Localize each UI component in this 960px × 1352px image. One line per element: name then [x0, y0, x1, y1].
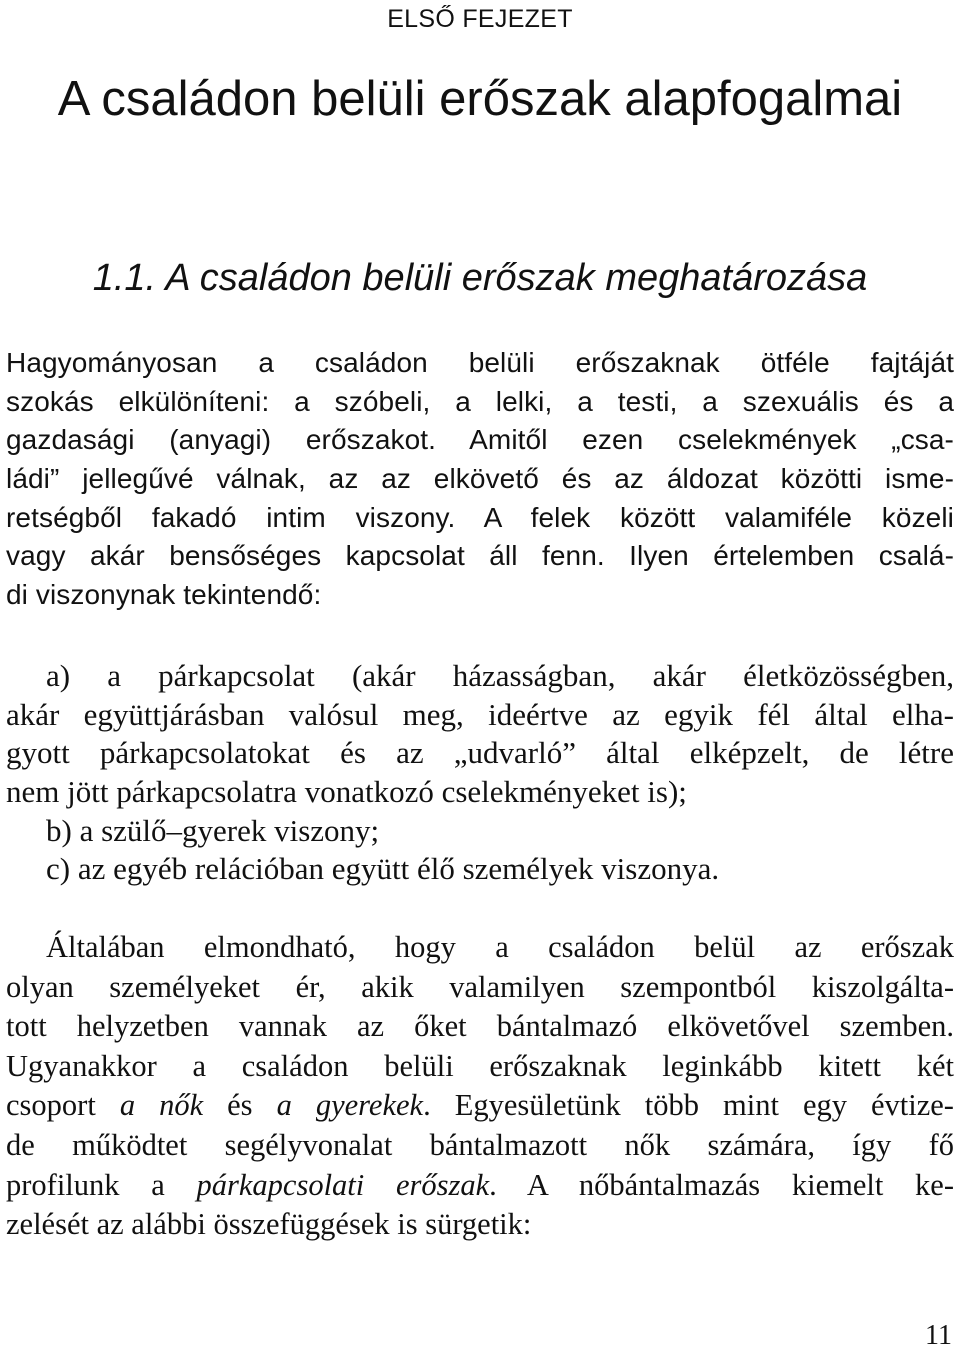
emphasis-women: a nők: [119, 1088, 204, 1123]
paragraph-line: di viszonynak tekintendő:: [6, 579, 322, 611]
paragraph-line: szokás elkülöníteni: a szóbeli, a lelki, a testi, a szexuális és a: [6, 385, 954, 417]
paragraph-line: Hagyományosan a családon belüli erőszaknak ötféle fajtáját: [6, 347, 954, 378]
list-item-a-line: nem jött párkapcsolatra vonatkozó cselekményeket is);: [6, 774, 687, 810]
paragraph-line: olyan személyeket ér, akik valamilyen szempontból kiszolgálta-: [6, 969, 954, 1004]
paragraph-line: gazdasági (anyagi) erőszakot. Amitől ezen cselekmények „csa-: [6, 424, 954, 456]
paragraph-line: ládi” jellegűvé válnak, az az elkövető és az áldozat közötti isme-: [6, 463, 954, 495]
text-run: . A nőbántalmazás kiemelt ke-: [489, 1167, 954, 1202]
chapter-label: ELSŐ FEJEZET: [387, 5, 573, 33]
text-run: csoport: [6, 1088, 120, 1123]
list-item-a-line: a) a párkapcsolat (akár házasságban, akár életközösségben,: [46, 658, 954, 693]
paragraph-line: Általában elmondható, hogy a családon belül az erőszak: [46, 930, 954, 964]
text-run: és: [203, 1088, 277, 1123]
list-item-a-line: akár együttjárásban valósul meg, ideértve az egyik fél által elha-: [6, 696, 954, 732]
emphasis-partner-violence: párkapcsolati erőszak: [196, 1167, 490, 1202]
paragraph-line: de működtet segélyvonalat bántalmazott nők számára, így fő: [6, 1127, 954, 1162]
list-item-c: c) az egyéb relációban együtt élő személyek viszonya.: [46, 851, 720, 887]
relationship-list: [6, 657, 954, 889]
section-title: 1.1. A családon belüli erőszak meghatározása: [92, 257, 868, 299]
paragraph-line: Ugyanakkor a családon belüli erőszaknak leginkább kitett két: [6, 1048, 954, 1083]
emphasis-children: a gyerekek: [276, 1088, 424, 1123]
paragraph-line: tott helyzetben vannak az őket bántalmazó elkövetővel szemben.: [6, 1009, 954, 1044]
intro-paragraph: [6, 344, 954, 615]
paragraph-line: zelését az alábbi összefüggések is sürgetik:: [6, 1207, 532, 1242]
paragraph-line: vagy akár bensőséges kapcsolat áll fenn. Ilyen értelemben csalá-: [6, 540, 954, 572]
chapter-title: A családon belüli erőszak alapfogalmai: [57, 72, 903, 126]
paragraph-line-emphasis: [6, 1086, 954, 1126]
paragraph-line: retségből fakadó intim viszony. A felek között valamiféle közeli: [6, 501, 954, 533]
list-item-b: b) a szülő–gyerek viszony;: [46, 812, 380, 848]
text-run: profilunk a: [6, 1167, 197, 1202]
text-run: . Egyesületünk több mint egy évtize-: [423, 1088, 954, 1123]
list-item-a-line: gyott párkapcsolatokat és az „udvarló” által elképzelt, de létre: [6, 735, 954, 771]
paragraph-line-emphasis: [6, 1166, 954, 1206]
page-number: 11: [925, 1320, 952, 1351]
closing-paragraph: [6, 928, 954, 1245]
